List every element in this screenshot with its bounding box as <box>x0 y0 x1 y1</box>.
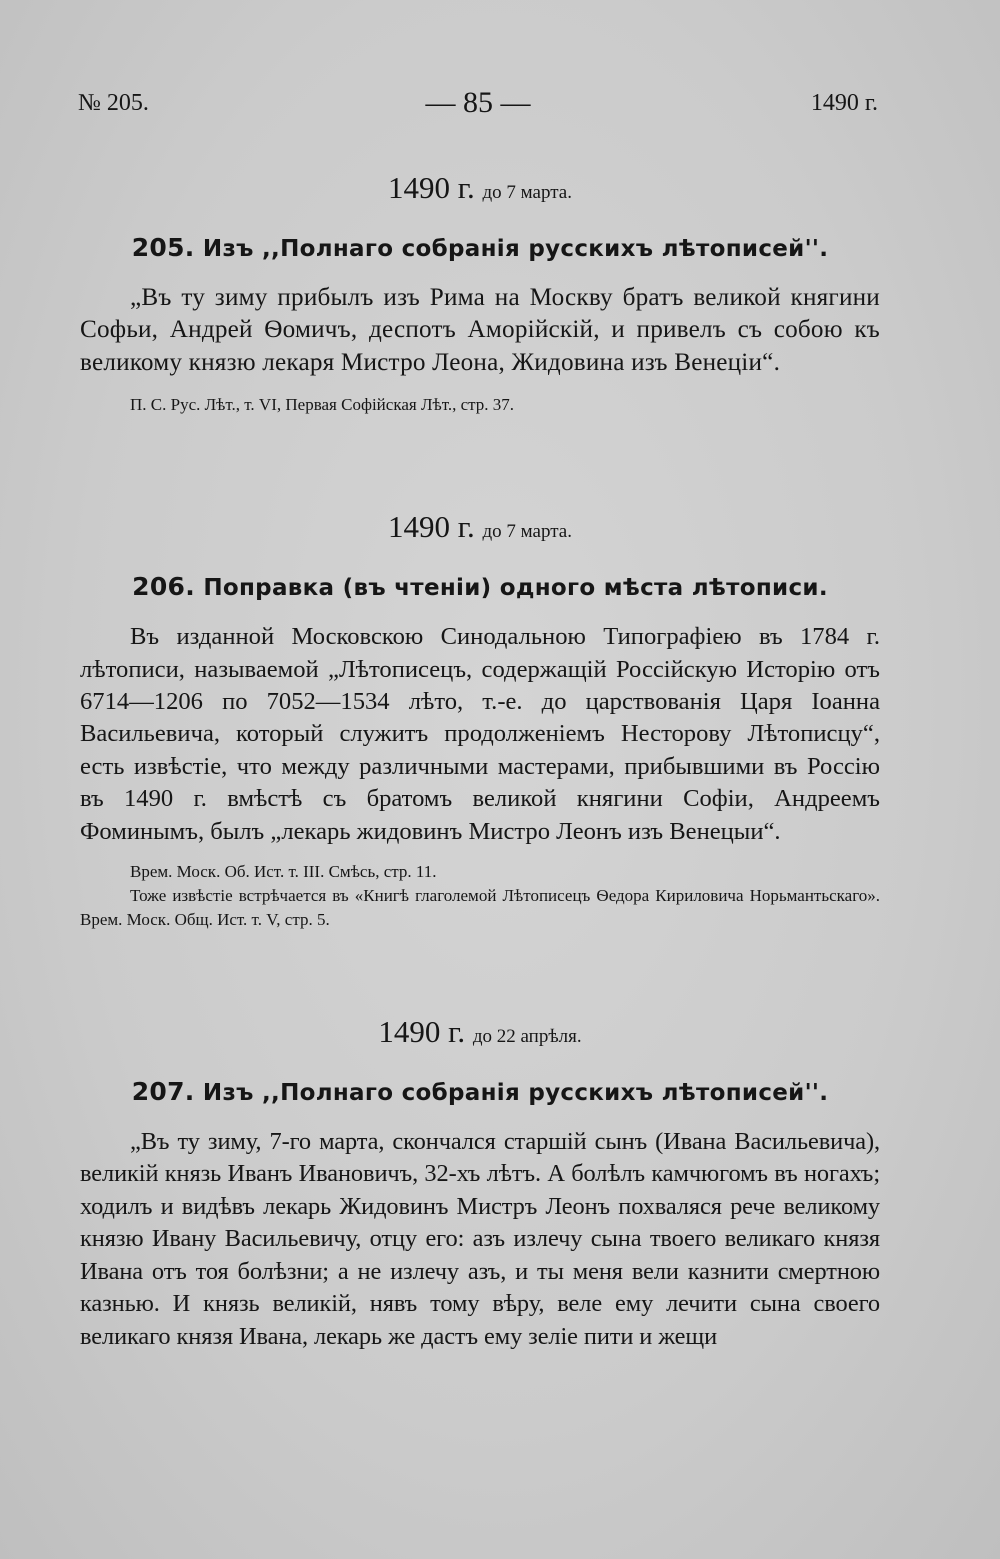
entry-date-year: 1490 г. <box>378 1014 466 1050</box>
entry-date-year: 1490 г. <box>388 170 475 205</box>
page-number: — 85 — <box>425 86 531 119</box>
running-head <box>78 86 878 126</box>
entry-date <box>80 168 880 213</box>
entry-title-text: Поправка (въ чтеніи) одного мѣста лѣтописи. <box>203 575 828 602</box>
entry-date <box>80 507 880 552</box>
entry-206 <box>80 507 880 932</box>
entry-date-note: до 7 марта. <box>482 182 572 203</box>
entry-205 <box>80 168 880 417</box>
running-head-year: 1490 г. <box>810 90 878 116</box>
entry-date-note: до 7 марта. <box>482 521 572 543</box>
running-head-entry-number: № 205. <box>78 90 149 116</box>
entry-number: 205. <box>131 233 195 262</box>
entry-title-text: Изъ ,,Полнаго собранія русскихъ лѣтописей''. <box>202 1080 829 1107</box>
entry-title <box>80 570 880 605</box>
entry-source: Тоже извѣстіе встрѣчается въ «Книгѣ глаголемой Лѣтописецъ Ѳедора Кириловича Норьмантьскаго». Врем. Моск. Общ. Ист. т. V, стр. 5. <box>80 886 880 930</box>
entry-title <box>80 1075 880 1110</box>
entry-source: Врем. Моск. Об. Ист. т. III. Смѣсь, стр. 11. <box>130 862 437 882</box>
entry-text: „Въ ту зиму прибылъ изъ Рима на Москву братъ великой княгини Софьи, Андрей Ѳомичъ, деспотъ Аморійскій, и привелъ съ собою къ великому князю лекаря Мистро Леона, Жидовина изъ Венеціи“. <box>80 284 880 376</box>
entry-number: 206. <box>132 572 196 602</box>
entry-source: П. С. Рус. Лѣт., т. VI, Первая Софійская Лѣт., стр. 37. <box>130 395 515 415</box>
entry-date-note: до 22 апрѣля. <box>472 1026 582 1048</box>
entry-title <box>80 231 880 266</box>
entry-text: „Въ ту зиму, 7-го марта, скончался старшій сынъ (Ивана Васильевича), великій князь Иванъ Ивановичъ, 32-хъ лѣтъ. А болѣлъ камчюгомъ въ ногахъ; ходилъ и видѣвъ лекарь Жидовинъ Мистръ Леонъ похваляся рече великому князю Ивану Васильевичу, отцу его: азъ излечу сына твоего великаго князя Ивана отъ тоя болѣзни; а не излечу азъ, и ты меня вели казнити смертною казнью. И князь великій, нявъ тому вѣру, веле ему лечити сына своего великаго князя Ивана, лекарь же дастъ ему зеліе пити и жещи <box>80 1128 880 1350</box>
entry-207 <box>80 1012 880 1353</box>
entry-date <box>80 1012 880 1057</box>
entry-title-text: Изъ ,,Полнаго собранія русскихъ лѣтописей''. <box>202 236 829 262</box>
page-content <box>80 168 880 1353</box>
entry-number: 207. <box>131 1077 195 1107</box>
entry-date-year: 1490 г. <box>388 509 475 545</box>
entry-text: Въ изданной Московскою Синодальною Типографіею въ 1784 г. лѣтописи, называемой „Лѣтописецъ, содержащій Россійскую Исторію отъ 6714—1206 по 7052—1534 лѣто, т.-е. до царствованія Царя Іоанна Васильевича, который служитъ продолженіемъ Несторову Лѣтописцу“, есть извѣстіе, что между различными мастерами, прибывшими въ Россію въ 1490 г. вмѣстѣ съ братомъ великой княгини Софіи, Андреемъ Фоминымъ, былъ „лекарь жидовинъ Мистро Леонъ изъ Венецыи“. <box>80 623 880 845</box>
